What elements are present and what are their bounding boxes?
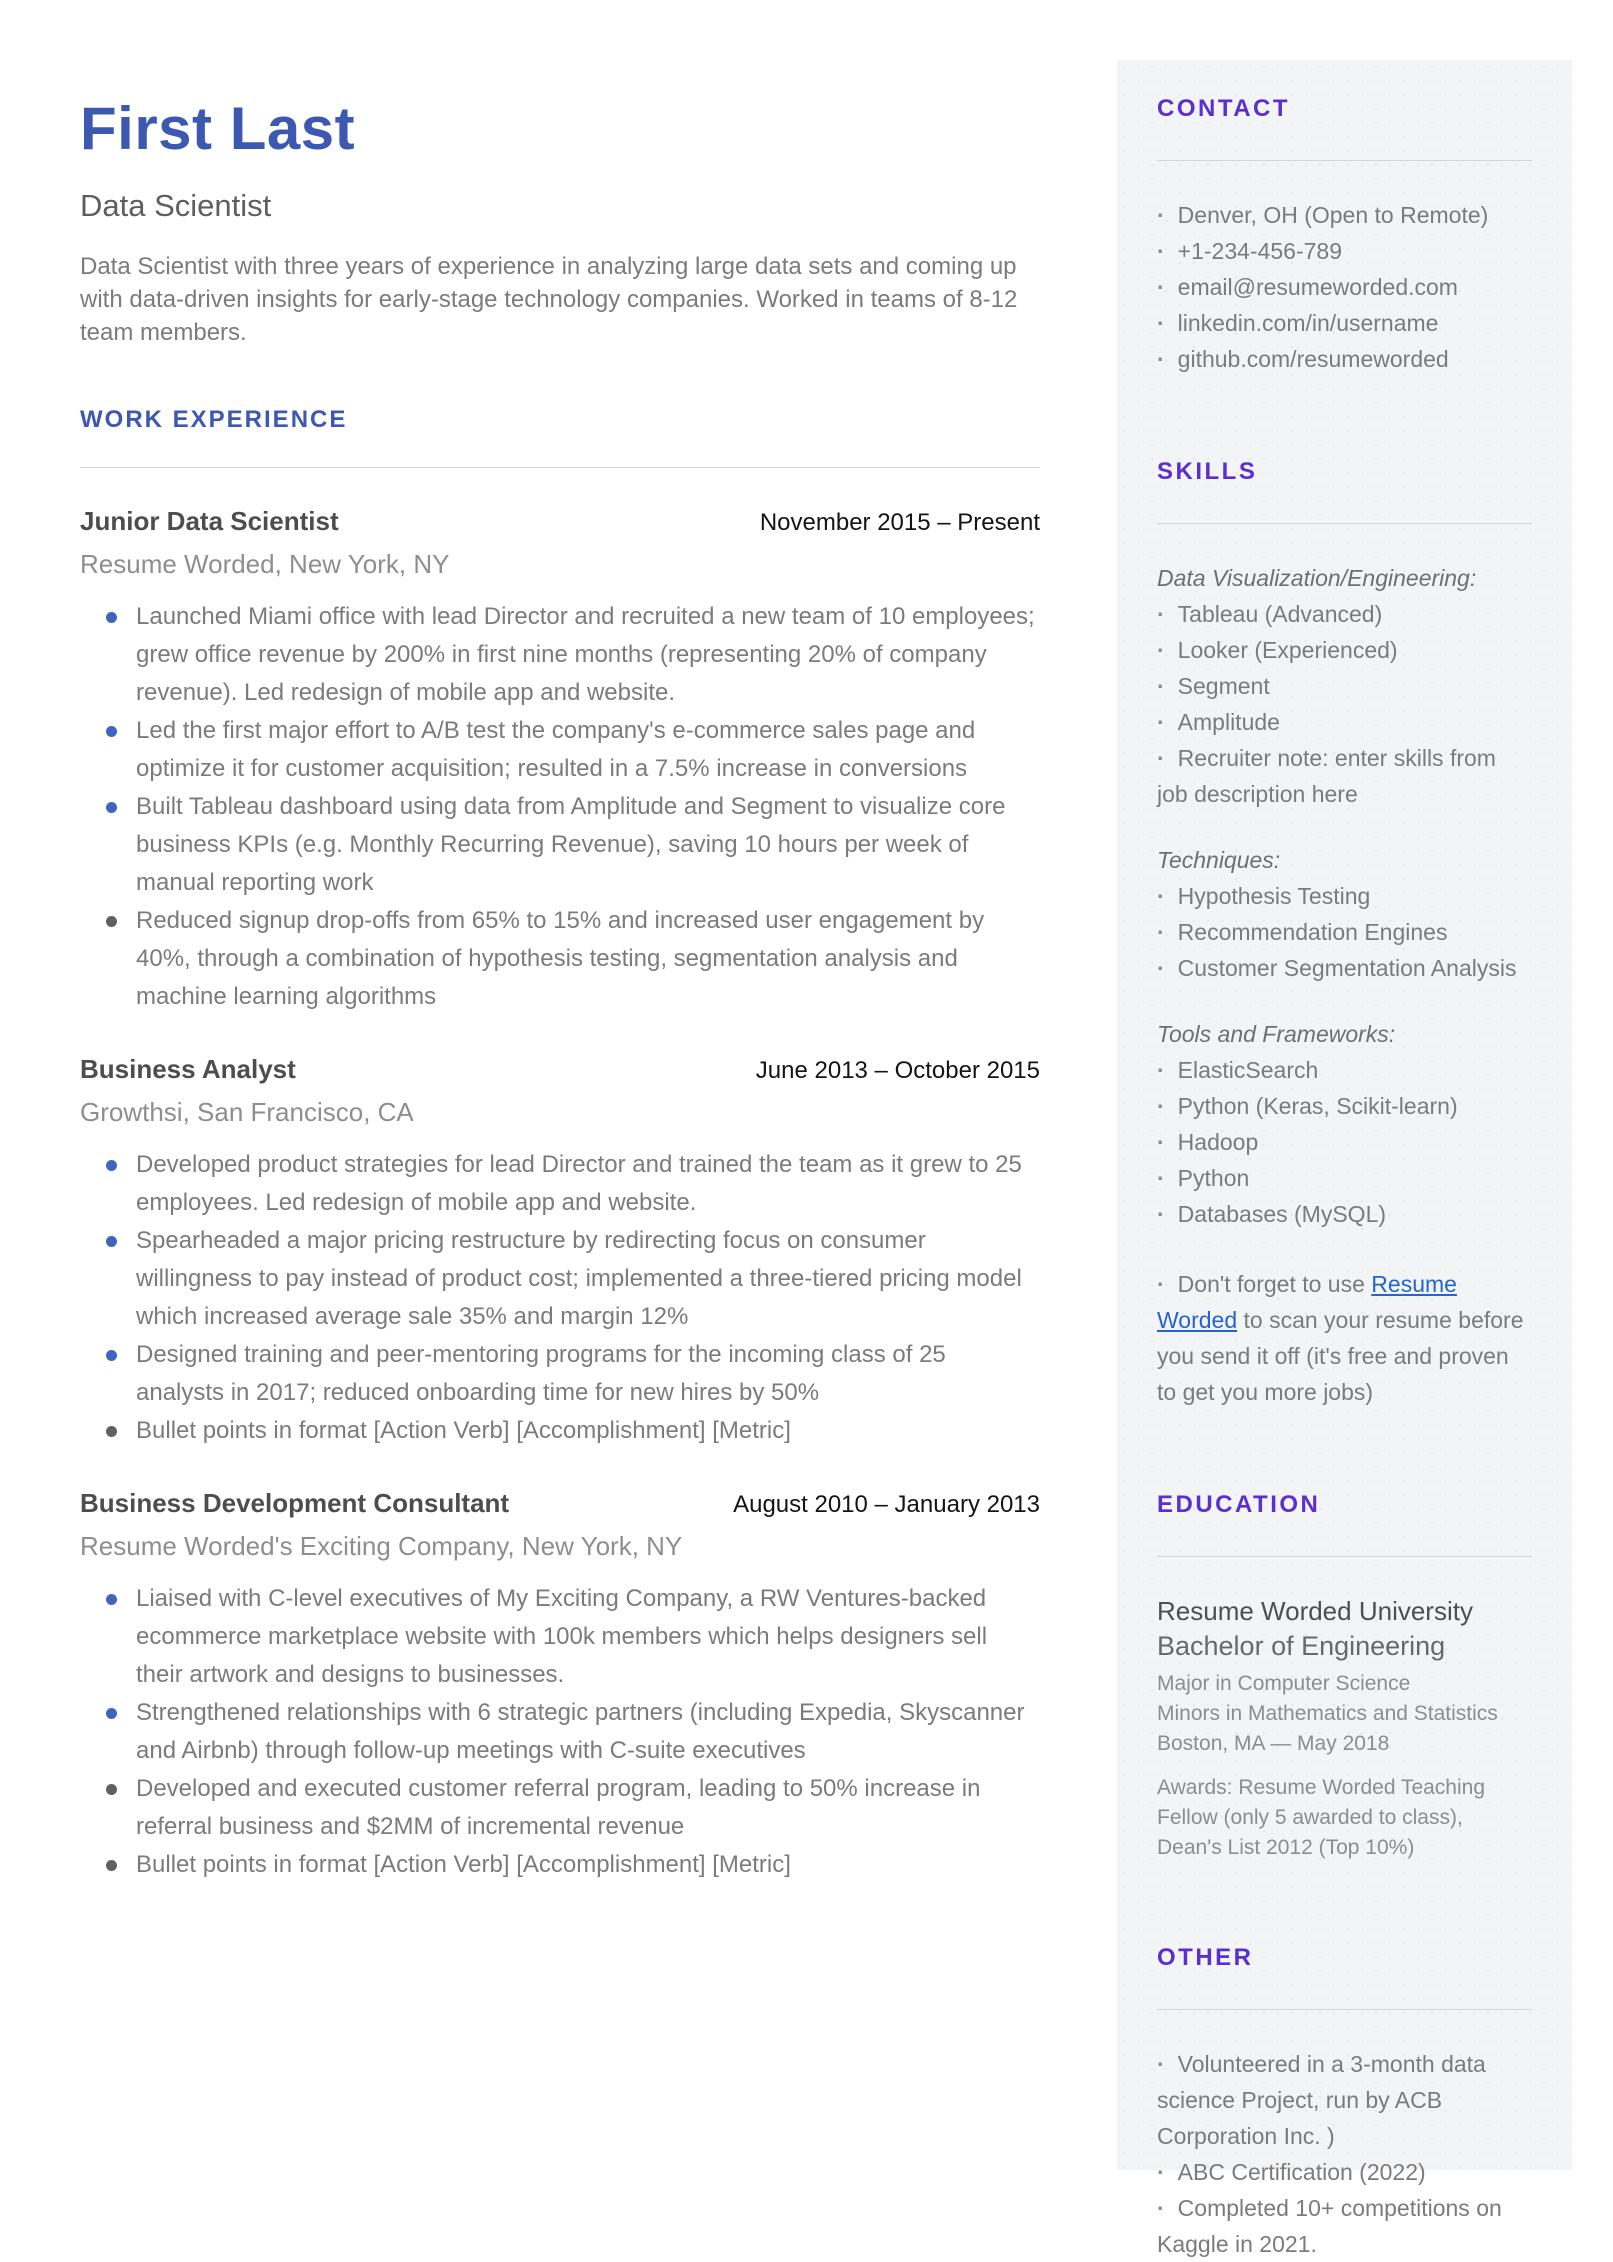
- skill-item: [1157, 668, 1532, 704]
- skill-item-text: Recommendation Engines: [1177, 919, 1448, 945]
- bullet-dot-icon: [1157, 1129, 1165, 1155]
- job-bullet: [80, 712, 1040, 788]
- bullet-text: Developed and executed customer referral program, leading to 50% increase in referral business and $2MM of incremental revenue: [136, 1775, 981, 1840]
- education-location-date: Boston, MA — May 2018: [1157, 1732, 1390, 1755]
- bullet-text: Reduced signup drop-offs from 65% to 15% and increased user engagement by 40%, through a combination of hypothesis testing, segmentation analysis and machine learning algorithms: [136, 907, 985, 1010]
- job-company: Resume Worded's Exciting Company, New York, NY: [80, 1531, 683, 1561]
- bullet-dot-icon: [1157, 310, 1165, 336]
- bullet-dot-icon: [1157, 2159, 1165, 2185]
- bullet-dot-icon: [106, 1784, 117, 1795]
- skill-item-text: Tableau (Advanced): [1177, 601, 1383, 627]
- bullet-dot-icon: [1157, 601, 1165, 627]
- bullet-dot-icon: [1157, 673, 1165, 699]
- contact-item-github: [1157, 341, 1532, 377]
- contact-item-phone: [1157, 233, 1532, 269]
- bullet-dot-icon: [1157, 1057, 1165, 1083]
- skill-item-text: Python: [1177, 1165, 1250, 1191]
- skill-item: [1157, 704, 1532, 740]
- skill-item: [1157, 914, 1532, 950]
- job-bullet: [80, 1412, 1040, 1450]
- job-bullet: [80, 1222, 1040, 1336]
- bullet-text: Designed training and peer-mentoring programs for the incoming class of 25 analysts in 2017; reduced onboarding time for new hires by 50%: [136, 1341, 946, 1406]
- sidebar-divider: [1157, 2009, 1532, 2010]
- main-column: [80, 0, 1040, 1884]
- job-company: Growthsi, San Francisco, CA: [80, 1097, 414, 1127]
- skill-item-text: Recruiter note: enter skills from job description here: [1157, 745, 1496, 807]
- job-title: Junior Data Scientist: [80, 506, 339, 536]
- other-item-text: ABC Certification (2022): [1177, 2159, 1426, 2185]
- skill-item: [1157, 950, 1532, 986]
- skill-item-text: Hadoop: [1177, 1129, 1259, 1155]
- other-heading: OTHER: [1157, 1944, 1254, 1971]
- bullet-text: Liaised with C-level executives of My Exciting Company, a RW Ventures-backed ecommerce marketplace website with 100k members which helps designers sell their artwork and designs to businesses.: [136, 1585, 988, 1688]
- contact-section: [1157, 94, 1532, 377]
- skill-item-text: Databases (MySQL): [1177, 1201, 1387, 1227]
- bullet-text: Developed product strategies for lead Director and trained the team as it grew to 25 employees. Led redesign of mobile app and website.: [136, 1151, 1022, 1216]
- bullet-dot-icon: [1157, 919, 1165, 945]
- bullet-dot-icon: [1157, 238, 1165, 264]
- summary-paragraph: Data Scientist with three years of experience in analyzing large data sets and coming up with data-driven insights for early-stage technology companies. Worked in teams of 8-12 team members.: [80, 253, 1018, 346]
- skills-section: [1157, 457, 1532, 1410]
- section-divider: [80, 467, 1040, 468]
- bullet-dot-icon: [1157, 637, 1165, 663]
- skill-group-tools-frameworks: [1157, 1016, 1532, 1232]
- bullet-dot-icon: [106, 916, 117, 927]
- bullet-dot-icon: [1157, 1093, 1165, 1119]
- bullet-dot-icon: [1157, 2051, 1165, 2077]
- skills-heading: SKILLS: [1157, 458, 1258, 485]
- education-minors: Minors in Mathematics and Statistics: [1157, 1702, 1498, 1725]
- skill-item-text: Customer Segmentation Analysis: [1177, 955, 1517, 981]
- bullet-dot-icon: [1157, 745, 1165, 771]
- job-bullet: [80, 902, 1040, 1016]
- bullet-dot-icon: [1157, 1271, 1165, 1297]
- skill-item: [1157, 1160, 1532, 1196]
- bullet-dot-icon: [106, 1708, 117, 1719]
- note-suffix: to scan your resume before you send it off (it's free and proven to get you more jobs): [1157, 1307, 1524, 1405]
- contact-item-text: email@resumeworded.com: [1177, 274, 1458, 300]
- job-header: [80, 504, 1040, 540]
- job-bullet-list: [80, 1580, 1040, 1884]
- note-prefix: Don't forget to use: [1177, 1271, 1372, 1297]
- skill-item: [1157, 1052, 1532, 1088]
- bullet-dot-icon: [106, 802, 117, 813]
- contact-heading: CONTACT: [1157, 95, 1291, 122]
- bullet-dot-icon: [106, 612, 117, 623]
- skill-item-text: Segment: [1177, 673, 1270, 699]
- bullet-text: Bullet points in format [Action Verb] [Accomplishment] [Metric]: [136, 1417, 791, 1444]
- skill-group-label: Tools and Frameworks:: [1157, 1021, 1396, 1047]
- job-dates: June 2013 – October 2015: [755, 1057, 1040, 1084]
- bullet-dot-icon: [106, 1594, 117, 1605]
- bullet-text: Bullet points in format [Action Verb] [Accomplishment] [Metric]: [136, 1851, 791, 1878]
- job-title: Business Development Consultant: [80, 1488, 510, 1518]
- job-bullet: [80, 1146, 1040, 1222]
- bullet-text: Built Tableau dashboard using data from Amplitude and Segment to visualize core business KPIs (e.g. Monthly Recurring Revenue), saving 10 hours per week of manual reporting work: [136, 793, 1006, 896]
- resume-worded-link[interactable]: Resume Worded: [1157, 1271, 1457, 1333]
- bullet-dot-icon: [106, 1860, 117, 1871]
- job-bullet-list: [80, 598, 1040, 1016]
- skill-item: [1157, 878, 1532, 914]
- skill-group-data-visualization: [1157, 560, 1532, 812]
- job-entry-business-development-consultant: [80, 1486, 1040, 1884]
- job-entry-junior-data-scientist: [80, 504, 1040, 1016]
- other-item-text: Completed 10+ competitions on Kaggle in 2021.: [1157, 2195, 1502, 2257]
- bullet-dot-icon: [1157, 883, 1165, 909]
- skill-item: [1157, 740, 1532, 812]
- job-bullet: [80, 598, 1040, 712]
- skill-item-text: Looker (Experienced): [1177, 637, 1398, 663]
- job-bullet: [80, 1846, 1040, 1884]
- contact-item-location: [1157, 197, 1532, 233]
- person-name: First Last: [80, 95, 356, 162]
- other-item-text: Volunteered in a 3-month data science Project, run by ACB Corporation Inc. ): [1157, 2051, 1486, 2149]
- job-bullet: [80, 1770, 1040, 1846]
- contact-item-text: Denver, OH (Open to Remote): [1177, 202, 1489, 228]
- job-bullet: [80, 1580, 1040, 1694]
- education-awards: Awards: Resume Worded Teaching Fellow (only 5 awarded to class), Dean's List 2012 (Top 10%): [1157, 1776, 1486, 1859]
- job-header: [80, 1052, 1040, 1088]
- bullet-dot-icon: [1157, 346, 1165, 372]
- job-bullet: [80, 788, 1040, 902]
- other-item: [1157, 2190, 1532, 2262]
- bullet-dot-icon: [1157, 955, 1165, 981]
- bullet-text: Launched Miami office with lead Director and recruited a new team of 10 employees; grew office revenue by 200% in first nine months (representing 20% of company revenue). Led redesign of mobile app and website.: [136, 603, 1035, 706]
- work-experience-heading: WORK EXPERIENCE: [80, 406, 348, 433]
- bullet-dot-icon: [1157, 202, 1165, 228]
- bullet-dot-icon: [1157, 1201, 1165, 1227]
- contact-item-text: github.com/resumeworded: [1177, 346, 1449, 372]
- resume-worded-note: [1157, 1266, 1532, 1410]
- education-school: Resume Worded University: [1157, 1596, 1473, 1626]
- bullet-dot-icon: [106, 1350, 117, 1361]
- contact-item-text: +1-234-456-789: [1177, 238, 1342, 264]
- job-dates: August 2010 – January 2013: [733, 1491, 1040, 1518]
- skill-item-text: ElasticSearch: [1177, 1057, 1319, 1083]
- sidebar-divider: [1157, 523, 1532, 524]
- job-entry-business-analyst: [80, 1052, 1040, 1450]
- job-bullet: [80, 1694, 1040, 1770]
- bullet-dot-icon: [1157, 274, 1165, 300]
- job-dates: November 2015 – Present: [759, 509, 1040, 536]
- bullet-text: Strengthened relationships with 6 strategic partners (including Expedia, Skyscanner and Airbnb) through follow-up meetings with C-suite executives: [136, 1699, 1025, 1764]
- education-major: Major in Computer Science: [1157, 1672, 1411, 1695]
- skill-item: [1157, 596, 1532, 632]
- contact-item-email: [1157, 269, 1532, 305]
- bullet-text: Spearheaded a major pricing restructure by redirecting focus on consumer willingness to pay instead of product cost; implemented a three-tiered pricing model which increased average sale 35% and margin 12%: [136, 1227, 1022, 1330]
- other-item: [1157, 2046, 1532, 2154]
- education-degree: Bachelor of Engineering: [1157, 1631, 1446, 1661]
- bullet-dot-icon: [106, 1426, 117, 1437]
- bullet-dot-icon: [106, 1236, 117, 1247]
- other-section: [1157, 1943, 1532, 2262]
- skill-item: [1157, 1196, 1532, 1232]
- contact-item-linkedin: [1157, 305, 1532, 341]
- bullet-dot-icon: [106, 726, 117, 737]
- other-item: [1157, 2154, 1532, 2190]
- education-details: [1157, 1669, 1532, 1759]
- skill-item: [1157, 1088, 1532, 1124]
- job-title: Business Analyst: [80, 1054, 296, 1084]
- skill-item-text: Hypothesis Testing: [1177, 883, 1371, 909]
- job-header: [80, 1486, 1040, 1522]
- sidebar-divider: [1157, 1556, 1532, 1557]
- person-job-title: Data Scientist: [80, 188, 272, 223]
- sidebar: [1117, 60, 1572, 2257]
- job-company: Resume Worded, New York, NY: [80, 549, 450, 579]
- skill-group-label: Data Visualization/Engineering:: [1157, 565, 1477, 591]
- education-section: [1157, 1490, 1532, 1863]
- skill-group-label: Techniques:: [1157, 847, 1281, 873]
- contact-item-text: linkedin.com/in/username: [1177, 310, 1439, 336]
- sidebar-divider: [1157, 160, 1532, 161]
- job-bullet: [80, 1336, 1040, 1412]
- skill-group-techniques: [1157, 842, 1532, 986]
- skill-item: [1157, 1124, 1532, 1160]
- education-heading: EDUCATION: [1157, 1491, 1321, 1518]
- bullet-dot-icon: [1157, 1165, 1165, 1191]
- bullet-text: Led the first major effort to A/B test the company's e-commerce sales page and optimize it for customer acquisition; resulted in a 7.5% increase in conversions: [136, 717, 976, 782]
- bullet-dot-icon: [1157, 2195, 1165, 2221]
- job-bullet-list: [80, 1146, 1040, 1450]
- bullet-dot-icon: [1157, 709, 1165, 735]
- skill-item: [1157, 632, 1532, 668]
- skill-item-text: Amplitude: [1177, 709, 1280, 735]
- skill-item-text: Python (Keras, Scikit-learn): [1177, 1093, 1458, 1119]
- bullet-dot-icon: [106, 1160, 117, 1171]
